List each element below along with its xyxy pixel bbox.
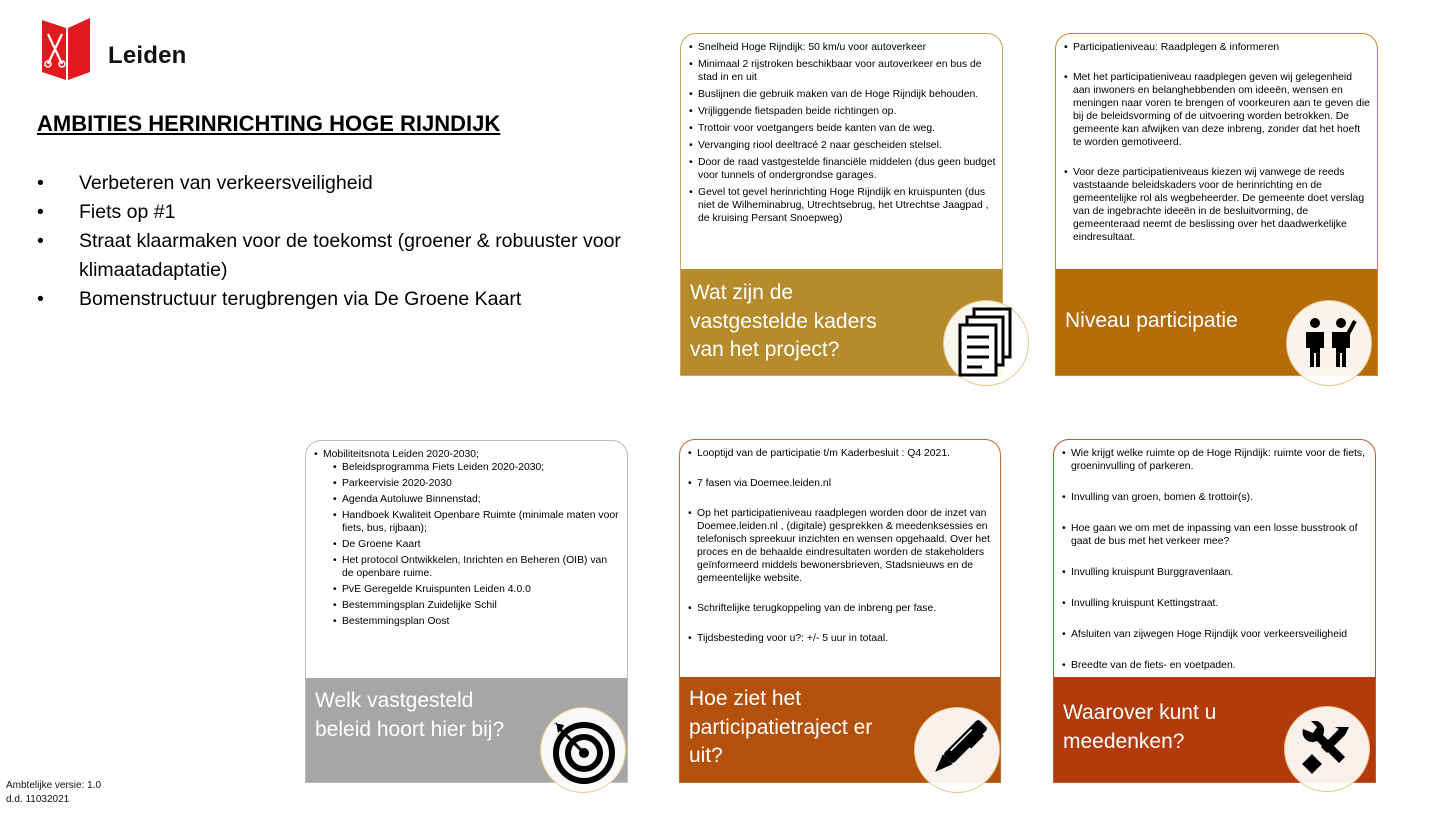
list-item: • Hoe gaan we om met de inpassing van een losse busstrook of gaat de bus met het verkeer mee? — [1062, 522, 1369, 548]
list-item: • Schriftelijke terugkoppeling van de inbreng per fase. — [688, 602, 994, 615]
documents-icon — [958, 307, 1014, 379]
tools-icon — [1297, 721, 1357, 777]
card-kaders-content — [681, 34, 1002, 229]
ambition-item: • Bomenstructuur terugbrengen via De Groene Kaart — [37, 285, 677, 314]
card-beleid-heading: Welk vastgesteld beleid hoort hier bij? — [315, 689, 505, 741]
list-item: • De Groene Kaart — [333, 538, 621, 551]
list-item: • Buslijnen die gebruik maken van de Hoge Rijndijk behouden. — [689, 88, 996, 101]
sub-list — [333, 461, 621, 628]
list-item: • Parkeervisie 2020-2030 — [333, 477, 621, 490]
list-item: • Afsluiten van zijwegen Hoge Rijndijk voor verkeersveiligheid — [1062, 628, 1369, 641]
list-item: • 7 fasen via Doemee.leiden.nl — [688, 477, 994, 490]
card-traject-content — [680, 440, 1000, 662]
list-item: • Snelheid Hoge Rijndijk: 50 km/u voor autoverkeer — [689, 41, 996, 54]
card-kaders-heading: Wat zijn de vastgestelde kaders van het project? — [690, 281, 877, 361]
documents-icon-circle — [943, 300, 1029, 386]
card-niveau-heading: Niveau participatie — [1065, 309, 1238, 332]
list-item: • Agenda Autoluwe Binnenstad; — [333, 493, 621, 506]
card-meedenken-content — [1054, 440, 1375, 676]
list-item-text: Mobiliteitsnota Leiden 2020-2030; — [323, 449, 479, 460]
card-meedenken-heading: Waarover kunt u meedenken? — [1063, 701, 1217, 753]
list-item: • Gevel tot gevel herinrichting Hoge Rijndijk en kruispunten (dus niet de Wilheminabrug, Utrechtsebrug, het Utrechtse Jaagpad , de kruising Persant Snoepweg) — [689, 186, 996, 225]
list-item: • Trottoir voor voetgangers beide kanten van de weg. — [689, 122, 996, 135]
list-item: • Invulling van groen, bomen & trottoir(s). — [1062, 491, 1369, 504]
list-item: • Looptijd van de participatie t/m Kaderbesluit : Q4 2021. — [688, 447, 994, 460]
list-item: • Vervanging riool deeltracé 2 naar gescheiden stelsel. — [689, 139, 996, 152]
target-icon-circle — [540, 707, 626, 793]
date-text: d.d. 11032021 — [6, 794, 70, 805]
pen-icon — [924, 715, 990, 785]
card-traject-heading: Hoe ziet het participatietraject er uit? — [689, 687, 873, 767]
list-item: • PvE Geregelde Kruispunten Leiden 4.0.0 — [333, 583, 621, 596]
list-item: • Participatieniveau: Raadplegen & informeren — [1064, 41, 1371, 54]
list-item: • Minimaal 2 rijstroken beschikbaar voor autoverkeer en bus de stad in en uit — [689, 58, 996, 84]
tools-icon-circle — [1284, 706, 1370, 792]
list-item: • Wie krijgt welke ruimte op de Hoge Rijndijk: ruimte voor de fiets, groeninvulling of parkeren. — [1062, 447, 1369, 473]
list-item: • Op het participatieniveau raadplegen worden door de inzet van Doemee.leiden.nl , (digitale) gesprekken & meedenksessies en telefonisch spreekuur inzichten en wensen opgehaald. Over het proces en de behaalde eindresultaten worden de stakeholders geïnformeerd middels bewonersbrieven, Stadsnieuws en de gemeentelijke website. — [688, 507, 994, 585]
ambitions-list — [37, 169, 677, 314]
list-item: • Invulling kruispunt Burggravenlaan. — [1062, 566, 1369, 579]
people-icon — [1301, 317, 1357, 369]
list-item: • Tijdsbesteding voor u?: +/- 5 uur in totaal. — [688, 632, 994, 645]
list-item: • Breedte van de fiets- en voetpaden. — [1062, 659, 1369, 672]
list-item: • Bestemmingsplan Oost — [333, 615, 621, 628]
list-item: • Het protocol Ontwikkelen, Inrichten en Beheren (OIB) van de openbare ruime. — [333, 554, 621, 580]
pen-icon-circle — [914, 707, 1000, 793]
list-item: • Bestemmingsplan Zuidelijke Schil — [333, 599, 621, 612]
list-item: • Met het participatieniveau raadplegen geven wij gelegenheid aan inwoners en belanghebbenden om ideeën, wensen en meningen naar voren te brengen of voorkeuren aan te geven die bij de beleidsvorming of de uitvoering worden betrokken. De gemeente kan afwijken van deze inbreng, zonder dat het hoeft te worden gemotiveerd. — [1064, 71, 1371, 149]
version-text: Ambtelijke versie: 1.0 — [6, 780, 102, 791]
leiden-crossed-keys-icon — [38, 14, 96, 84]
list-item — [314, 448, 621, 628]
target-icon — [548, 715, 618, 785]
ambition-item: • Verbeteren van verkeersveiligheid — [37, 169, 677, 198]
card-niveau-content — [1056, 34, 1377, 248]
list-item: • Voor deze participatieniveaus kiezen wij vanwege de reeds vaststaande beleidskaders voor de herinrichting en de gemeentelijke rol als wegbeheerder. De gemeente doet verslag van de ingebrachte ideeën in de besluitvorming, de gemeenteraad neemt de beslissing over het daadwerkelijke eindresultaat. — [1064, 166, 1371, 244]
list-item: • Vrijliggende fietspaden beide richtingen op. — [689, 105, 996, 118]
logo-text: Leiden — [108, 42, 187, 69]
ambition-item: • Fiets op #1 — [37, 198, 677, 227]
list-item: • Door de raad vastgestelde financiële middelen (dus geen budget voor tunnels of ondergrondse garages. — [689, 156, 996, 182]
people-icon-circle — [1286, 300, 1372, 386]
list-item: • Handboek Kwaliteit Openbare Ruimte (minimale maten voor fiets, bus, rijbaan); — [333, 509, 621, 535]
card-beleid-content — [306, 441, 627, 631]
list-item: • Invulling kruispunt Kettingstraat. — [1062, 597, 1369, 610]
leiden-logo — [38, 14, 198, 86]
ambition-item: • Straat klaarmaken voor de toekomst (groener & robuuster voor klimaatadaptatie) — [37, 227, 677, 285]
page-title: AMBITIES HERINRICHTING HOGE RIJNDIJK — [37, 111, 501, 136]
footer-version — [6, 779, 101, 807]
list-item: • Beleidsprogramma Fiets Leiden 2020-2030; — [333, 461, 621, 474]
